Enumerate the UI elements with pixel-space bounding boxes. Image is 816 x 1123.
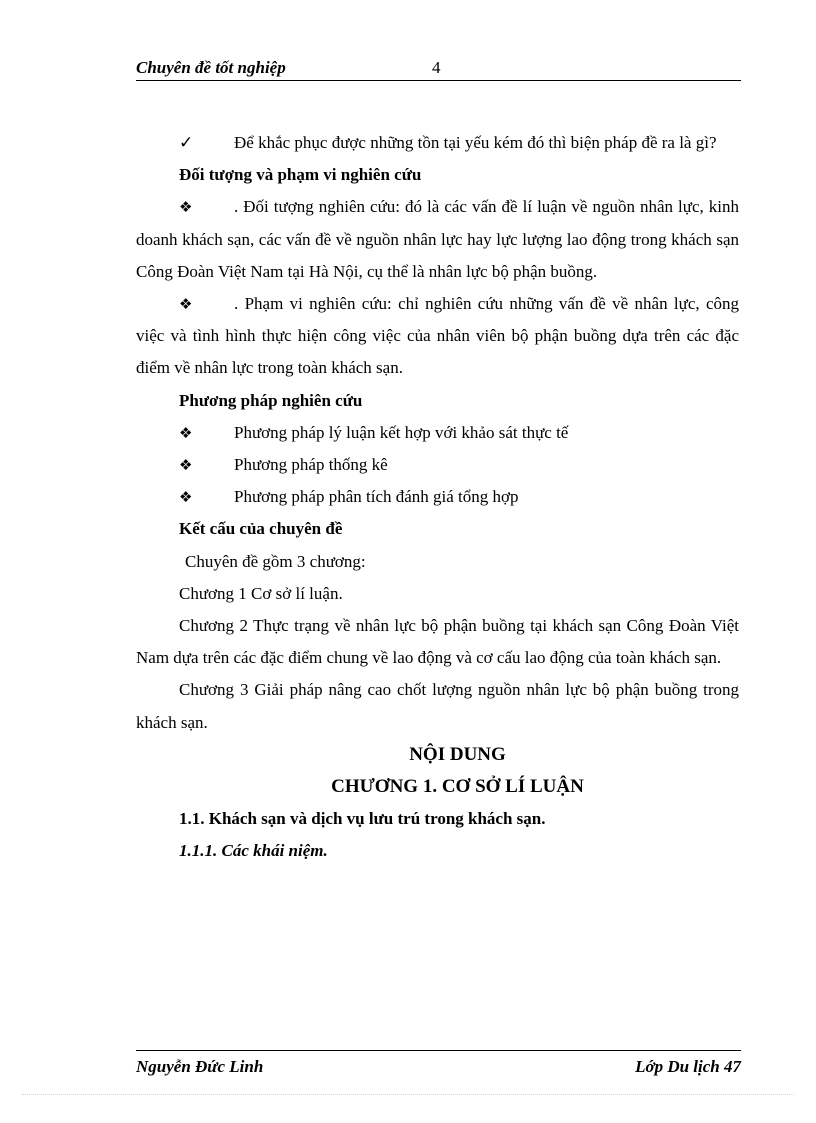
method-item <box>136 481 739 513</box>
object-paragraph <box>136 191 739 288</box>
page-footer <box>136 1050 741 1077</box>
diamond-bullet-icon: ❖ <box>179 488 193 507</box>
structure-heading: Kết cấu của chuyên đề <box>179 519 343 539</box>
range-paragraph <box>136 288 739 385</box>
page-header <box>136 58 741 81</box>
footer-author: Nguyễn Đức Linh <box>136 1057 264 1076</box>
checkmark-icon: ✓ <box>179 133 194 152</box>
question-text: Để khắc phục được những tồn tại yếu kém đó thì biện pháp đề ra là gì? <box>234 133 717 152</box>
diamond-bullet-icon: ❖ <box>179 423 193 442</box>
range-text: . Phạm vi nghiên cứu: chỉ nghiên cứu những vấn đề về nhân lực, công việc và tình hình thực hiện công việc của nhân viên bộ phận buồng dựa trên các đặc điểm về nhân lực trong toàn khách sạn. <box>136 294 739 378</box>
footer-class: Lớp Du lịch 47 <box>635 1057 741 1076</box>
page-number: 4 <box>432 58 441 77</box>
chapter2-paragraph: Chương 2 Thực trạng về nhân lực bộ phận buồng tại khách sạn Công Đoàn Việt Nam dựa trên các đặc điểm chung về lao động và cơ cấu lao động của toàn khách sạn. <box>136 616 739 668</box>
page-edge <box>22 1094 794 1095</box>
header-title: Chuyên đề tốt nghiệp <box>136 58 286 77</box>
chapter-title: CHƯƠNG 1. CƠ SỞ LÍ LUẬN <box>331 776 584 798</box>
section-1-1-1: 1.1.1. Các khái niệm. <box>179 841 328 861</box>
page-content <box>136 127 739 868</box>
chapter3-paragraph: Chương 3 Giải pháp nâng cao chốt lượng nguồn nhân lực bộ phận buồng trong khách sạn. <box>136 680 739 732</box>
diamond-bullet-icon: ❖ <box>179 198 193 217</box>
method-item <box>136 449 739 481</box>
method-text: Phương pháp lý luận kết hợp với khảo sát thực tế <box>234 422 569 442</box>
scope-heading: Đối tượng và phạm vi nghiên cứu <box>179 165 422 185</box>
chapter1-line: Chương 1 Cơ sở lí luận. <box>179 583 343 603</box>
content-title: NỘI DUNG <box>409 743 506 765</box>
structure-intro: Chuyên đề gồm 3 chương: <box>185 551 366 571</box>
method-text: Phương pháp thống kê <box>234 455 388 475</box>
diamond-bullet-icon: ❖ <box>179 295 193 314</box>
object-text: . Đối tượng nghiên cứu: đó là các vấn đề lí luận về nguồn nhân lực, kinh doanh khách sạn, các vấn đề về nguồn nhân lực hay lực lượng lao động trong khách sạn Công Đoàn Việt Nam tại Hà Nội, cụ thể là nhân lực bộ phận buồng. <box>136 197 739 281</box>
section-1-1: 1.1. Khách sạn và dịch vụ lưu trú trong khách sạn. <box>179 809 546 829</box>
method-text: Phương pháp phân tích đánh giá tổng hợp <box>234 487 519 507</box>
method-heading: Phương pháp nghiên cứu <box>179 390 363 410</box>
diamond-bullet-icon: ❖ <box>179 456 193 475</box>
method-item <box>136 417 739 449</box>
question-paragraph <box>136 127 739 159</box>
